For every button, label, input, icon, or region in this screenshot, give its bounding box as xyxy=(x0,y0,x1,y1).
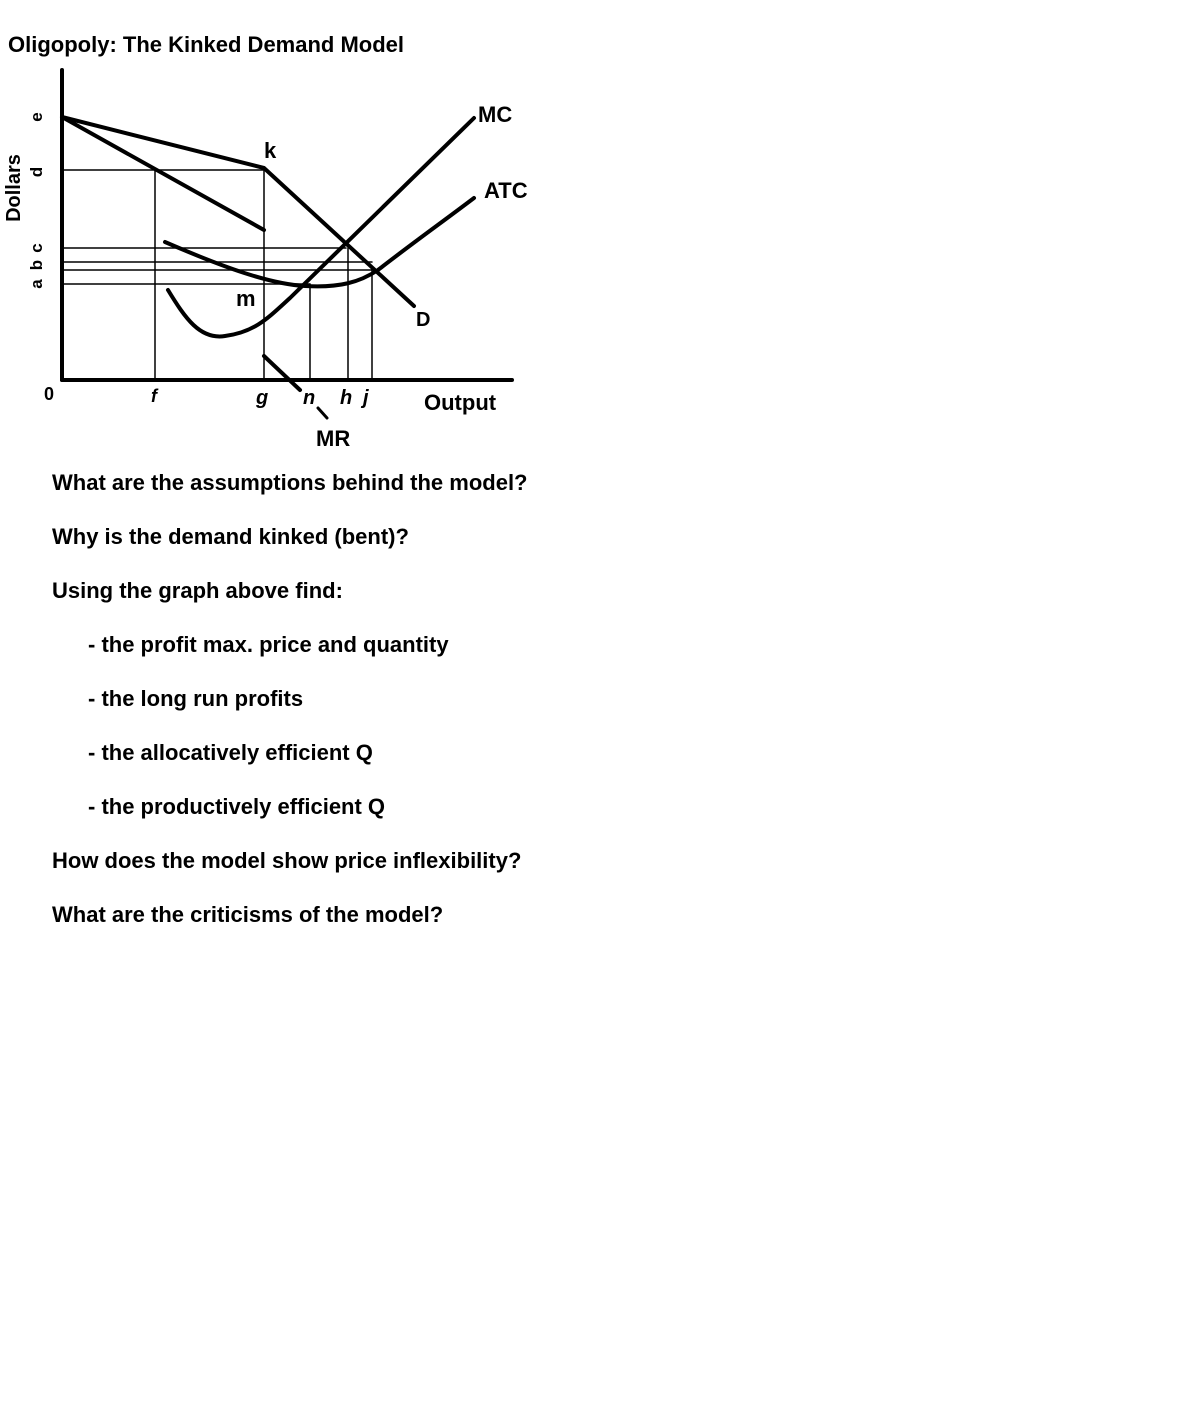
question-subitem: - the allocatively efficient Q xyxy=(88,740,373,765)
question-item: Why is the demand kinked (bent)? xyxy=(52,524,409,549)
question-subitem: - the long run profits xyxy=(88,686,304,711)
quantity-label-n: n xyxy=(303,387,316,409)
curve-label-mr: MR xyxy=(316,426,351,451)
price-label-b: b xyxy=(27,259,46,271)
mr-curve-tail xyxy=(318,408,327,418)
price-label-e: e xyxy=(27,112,46,122)
mc-curve xyxy=(168,118,474,336)
question-subitem: - the productively efficient Q xyxy=(88,794,386,819)
mr-curve-lower xyxy=(264,356,300,390)
quantity-label-f: f xyxy=(151,386,157,406)
point-label-m: m xyxy=(236,286,256,311)
curve-label-atc: ATC xyxy=(484,178,528,203)
curve-label-demand: D xyxy=(416,309,431,331)
quantity-label-g: g xyxy=(256,387,269,409)
x-axis-label: Output xyxy=(424,390,497,415)
atc-curve xyxy=(165,198,474,286)
question-item: Using the graph above find: xyxy=(52,578,343,603)
origin-label: 0 xyxy=(44,384,55,404)
curve-label-mc: MC xyxy=(478,102,513,127)
question-item: How does the model show price inflexibility? xyxy=(52,848,522,873)
mr-curve-upper xyxy=(62,117,264,230)
question-subitem: - the profit max. price and quantity xyxy=(88,632,449,657)
point-label-k: k xyxy=(264,138,277,163)
kinked-demand-diagram xyxy=(0,62,560,454)
question-item: What are the criticisms of the model? xyxy=(52,902,444,927)
quantity-label-j: j xyxy=(363,387,369,409)
page-title: Oligopoly: The Kinked Demand Model xyxy=(8,32,405,57)
question-item: What are the assumptions behind the model? xyxy=(52,470,528,495)
price-label-c: c xyxy=(27,243,46,253)
price-label-d: d xyxy=(27,166,46,178)
quantity-label-h: h xyxy=(340,387,353,409)
price-label-a: a xyxy=(27,279,46,289)
question-list xyxy=(52,468,528,954)
y-axis-label: Dollars xyxy=(3,154,25,222)
